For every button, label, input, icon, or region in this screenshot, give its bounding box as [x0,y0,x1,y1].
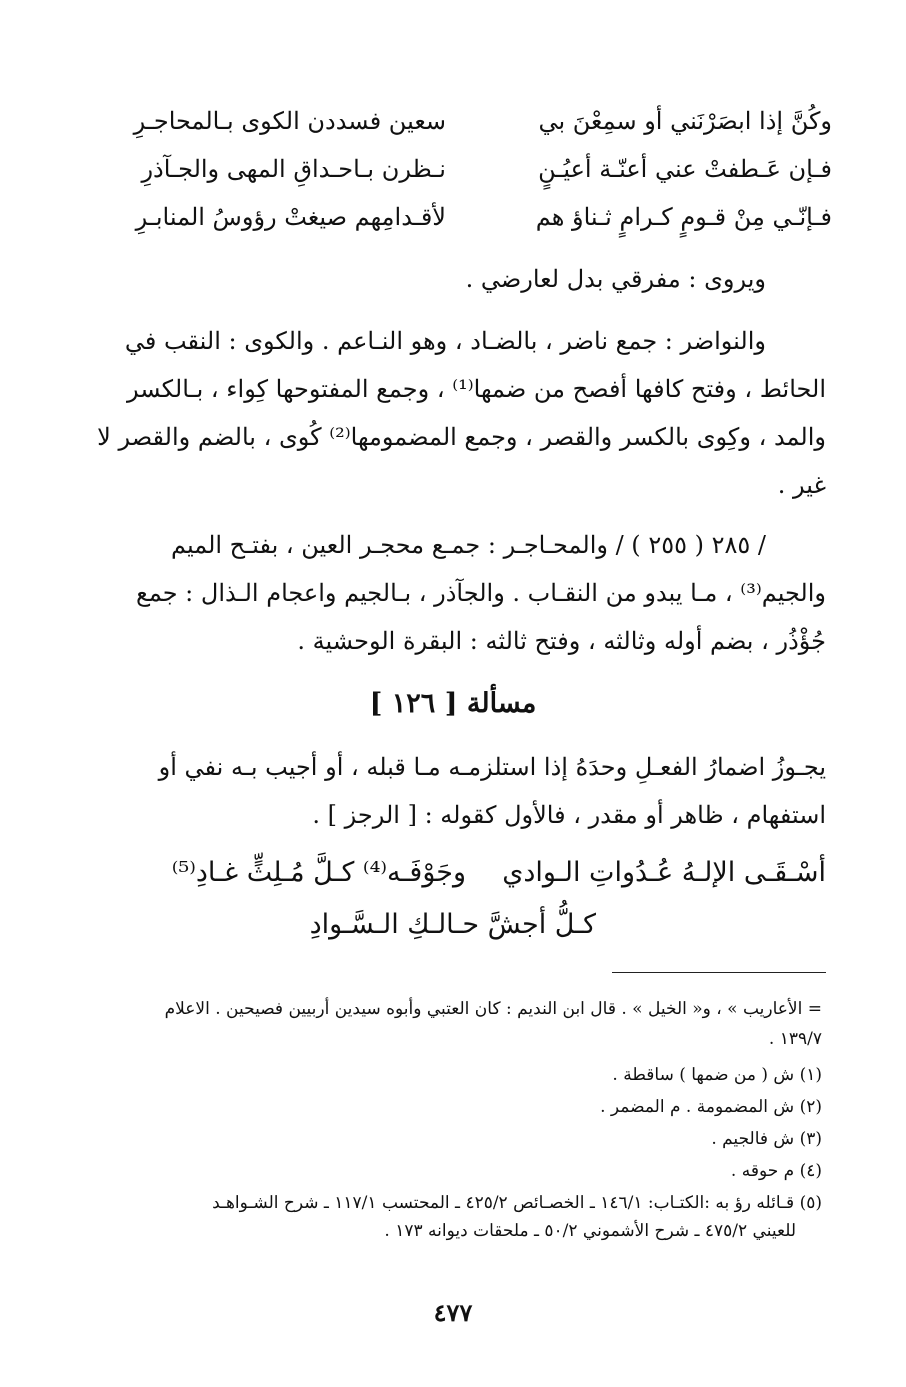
poem-line-2-hemistich-2: نـظرن بـاحـداقِ المهى والجـآذرِ [141,155,446,183]
poem-line-3-hemistich-1: فـإنّـي مِنْ قـومٍ كـرامٍ ثـناؤ هم [535,203,832,231]
footnote-2: (٢) ش المضمومة . م المضمر . [600,1097,822,1117]
variant-note: ويروى : مفرقي بدل لعارضي . [465,265,766,293]
poem-line-2-hemistich-1: فـإن عَـطفتْ عني أعنّـة أعيُـنٍ [538,155,832,183]
section-heading: مسألة [ ١٢٦ ] [369,688,537,719]
poem-line-3-hemistich-2: لأقـدامِهم صيغتْ رؤوسُ المنابـرِ [135,203,446,231]
footnote-5: (٥) قـائله رؤ به :الكتـاب: ١٤٦/١ ـ الخصـائص ٤٢٥/٢ ـ المحتسب ١١٧/١ ـ شرح الشـواهـد [212,1193,822,1213]
paragraph-2-line-2: والجيم⁽³⁾ ، مـا يبدو من النقـاب . والجآذر ، بـالجيم واعجام الـذال : جمع [136,579,826,607]
poem-line-1-hemistich-1: وكُنَّ إذا ابصَرْنَني أو سمِعْنَ بي [538,107,832,135]
footnote-continued: = الأعاريب » ، و« الخيل » . قال ابن النديم : كان العتبي وأبوه سيدين أربيين فصيحين . الاعلام [164,999,822,1019]
paragraph-3-line-1: يجـوزُ اضمارُ الفعـلِ وحدَهُ إذا استلزمـه مـا قبله ، أو أجيب بـه نفي أو [158,753,826,781]
rajaz-verse-part-2: وجَوْفَـه⁽⁴⁾ كـلَّ مُـلِثٍّ غـادِ⁽⁵⁾ [171,857,466,888]
page-number: ٤٧٧ [433,1298,473,1327]
paragraph-1-line-2: الحائط ، وفتح كافها أفصح من ضمها⁽¹⁾ ، وجمع المفتوحها كِواء ، بـالكسر [127,375,826,403]
footnote-1: (١) ش ( من ضمها ) ساقطة . [612,1065,822,1085]
paragraph-1-line-3: والمد ، وكِوى بالكسر والقصر ، وجمع المضمومها⁽²⁾ كُوى ، بالضم والقصر لا [97,423,826,451]
footnote-3: (٣) ش فالجيم . [711,1129,822,1149]
paragraph-1-line-4: غير . [777,471,826,499]
footnote-continued-ref: ١٣٩/٧ . [768,1029,822,1049]
paragraph-1-line-1: والنواضر : جمع ناضر ، بالضـاد ، وهو النـاعم . والكوى : النقب في [124,327,766,355]
footnote-separator [612,972,826,973]
rajaz-verse-part-3: كـلُّ أجشَّ حـالـكِ الـسَّـوادِ [309,909,596,940]
rajaz-verse-part-1: أسْـقَـى الإلـهُ عُـدُواتِ الـوادي [502,857,826,888]
footnote-4: (٤) م حوقه . [730,1161,822,1181]
paragraph-3-line-2: استفهام ، ظاهر أو مقدر ، فالأول كقوله : [ الرجز ] . [312,801,826,829]
poem-line-1-hemistich-2: سعين فسددن الكوى بـالمحاجـرِ [133,107,446,135]
paragraph-2-line-3: جُؤْذُر ، بضم أوله وثالثه ، وفتح ثالثه : البقرة الوحشية . [297,627,826,655]
paragraph-2-line-1: / ٢٨٥ ( ٢٥٥ ) / والمحـاجـر : جمـع محجـر العين ، بفتـح الميم [170,531,766,559]
footnote-5-continued: للعيني ٤٧٥/٢ ـ شرح الأشموني ٥٠/٢ ـ ملحقات ديوانه ١٧٣ . [384,1221,796,1241]
